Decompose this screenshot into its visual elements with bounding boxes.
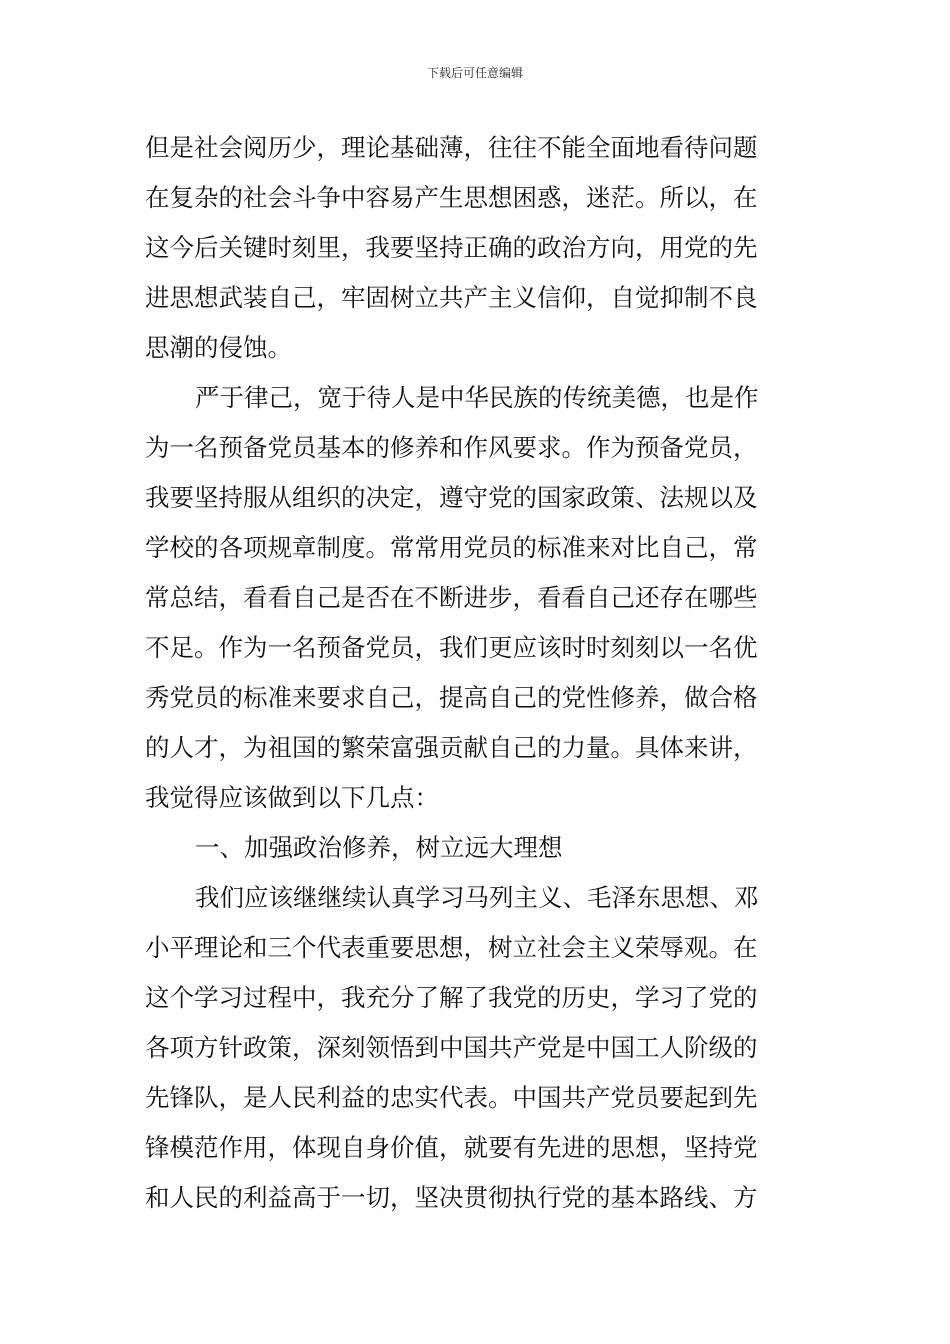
paragraph-first-line: 我们应该继继续认真学习马列主义、毛泽东思想、邓 (195, 883, 759, 912)
text-line: 在复杂的社会斗争中容易产生思想困惑，迷茫。所以，在 (145, 183, 758, 212)
text-line: 和人民的利益高于一切，坚决贯彻执行党的基本路线、方 (145, 1183, 758, 1212)
document-body (145, 123, 809, 1223)
text-line: 但是社会阅历少，理论基础薄，往往不能全面地看待问题 (145, 133, 758, 162)
text-line: 的人才，为祖国的繁荣富强贡献自己的力量。具体来讲， (145, 733, 758, 762)
text-line: 学校的各项规章制度。常常用党员的标准来对比自己，常 (145, 533, 758, 562)
text-line: 锋模范作用，体现自身价值，就要有先进的思想，坚持党 (145, 1133, 758, 1162)
paragraph-first-line: 严于律己，宽于待人是中华民族的传统美德，也是作 (195, 383, 759, 412)
text-line: 这今后关键时刻里，我要坚持正确的政治方向，用党的先 (145, 233, 758, 262)
text-line: 为一名预备党员基本的修养和作风要求。作为预备党员， (145, 433, 758, 462)
text-line: 我觉得应该做到以下几点： (145, 783, 439, 812)
text-line: 各项方针政策，深刻领悟到中国共产党是中国工人阶级的 (145, 1033, 758, 1062)
text-line: 进思想武装自己，牢固树立共产主义信仰，自觉抑制不良 (145, 283, 758, 312)
page-header: 下载后可任意编辑 (426, 66, 523, 80)
text-line: 这个学习过程中，我充分了解了我党的历史，学习了党的 (145, 983, 758, 1012)
text-line: 先锋队，是人民利益的忠实代表。中国共产党员要起到先 (145, 1083, 758, 1112)
text-line: 秀党员的标准来要求自己，提高自己的党性修养，做合格 (145, 683, 758, 712)
text-line: 小平理论和三个代表重要思想，树立社会主义荣辱观。在 (145, 933, 758, 962)
text-line: 思潮的侵蚀。 (145, 333, 292, 362)
text-line: 我要坚持服从组织的决定，遵守党的国家政策、法规以及 (145, 483, 758, 512)
text-line: 不足。作为一名预备党员，我们更应该时时刻刻以一名优 (145, 633, 758, 662)
section-heading: 一、加强政治修养，树立远大理想 (195, 833, 563, 862)
text-line: 常总结，看看自己是否在不断进步，看看自己还存在哪些 (145, 583, 758, 612)
